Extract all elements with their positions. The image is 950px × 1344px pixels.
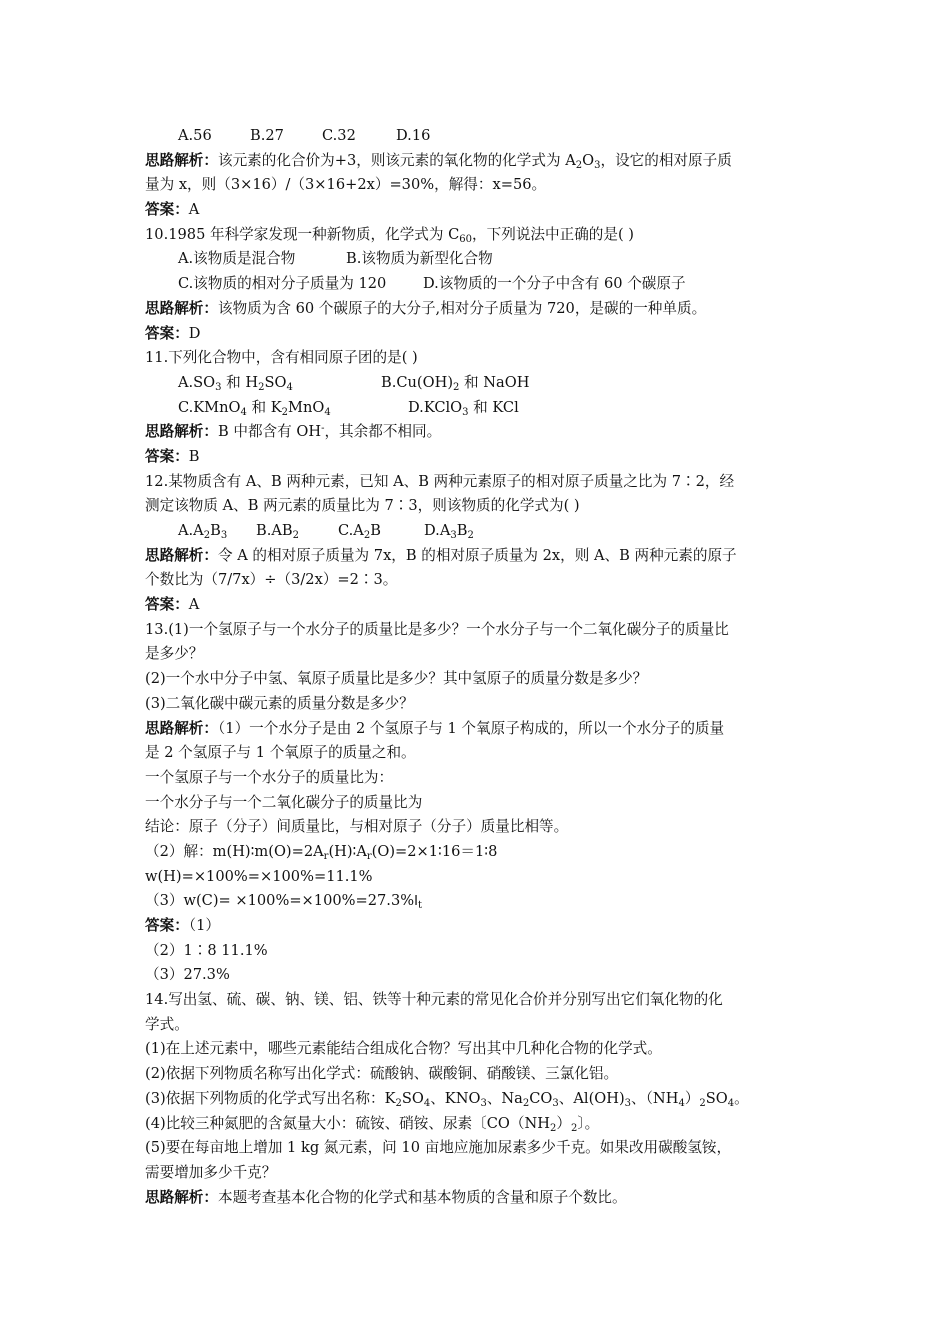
q11-stem: 11.下列化合物中，含有相同原子团的是( ) <box>145 349 418 367</box>
q14-part5-line1: (5)要在每亩地上增加 1 kg 氮元素，问 10 亩地应施加尿素多少千克。如果改用碳酸氢铵， <box>145 1139 732 1157</box>
q10-stem: 10.1985 年科学家发现一种新物质，化学式为 $C_{60}$，下列说法中正确的是( ) <box>145 225 634 245</box>
q13-answer-2: （2）1∶8 11.1% <box>145 941 268 959</box>
q10-answer: 答案：D <box>145 324 201 342</box>
q11-option-a: $A.SO_3$ 和 $H_2SO_4$ <box>178 373 293 393</box>
q13-line3: 一个氢原子与一个水分子的质量比为： <box>145 768 394 786</box>
q11-option-b: $B.Cu(OH)_2$ 和 NaOH <box>381 373 530 393</box>
q10-option-d: D.该物质的一个分子中含有 60 个碳原子 <box>423 275 686 293</box>
q11-options-cd <box>145 396 810 421</box>
q12-analysis-line2: 个数比为（7/7x）÷（3/2x）=2∶3。 <box>145 571 398 589</box>
q13-solution-2: （2）解：$m(H)∶m(O)=2A_r(H)∶A_r(O)=2\times 1∶16=1∶8$ <box>145 842 498 862</box>
q14-part5-line2: 需要增加多少千克？ <box>145 1163 277 1181</box>
q14-part1: (1)在上述元素中，哪些元素能结合组成化合物？写出其中几种化合物的化学式。 <box>145 1040 662 1058</box>
q13-stem-line3: (2)一个水中分子中氢、氧原子质量比是多少？其中氢原子的质量分数是多少？ <box>145 670 648 688</box>
q14-part4: (4)比较三种氮肥的含氮量大小：硫铵、硝铵、尿素〔$CO(NH_2)_2$〕。 <box>145 1114 600 1134</box>
q12-option-a: $A.A_2B_3$ <box>178 522 228 541</box>
q14-part3: (3)依据下列物质的化学式写出名称：$K_2SO_4$、$KNO_3$、$Na_2CO_3$、$Al(OH)_3$、$(NH_4)_2SO_4$。 <box>145 1089 749 1109</box>
q13-solution-3: $(3)w(C)= \times 100\%=\times 100\%=27.3\%I_t$ <box>145 892 422 912</box>
q12-stem-line2: 测定该物质 A、B 两元素的质量比为 7∶3，则该物质的化学式为( ) <box>145 497 580 515</box>
q9-option-a: A.56 <box>178 127 212 144</box>
q11-answer: 答案：B <box>145 447 200 465</box>
q9-answer: 答案：A <box>145 201 200 219</box>
document-page <box>145 124 810 1210</box>
q12-option-b: $B.AB_2$ <box>256 522 300 541</box>
q9-options <box>145 124 810 149</box>
q13-answer-3: （3）27.3% <box>145 966 230 984</box>
q10-option-a: A.该物质是混合物 <box>178 250 296 268</box>
q10-option-c: C.该物质的相对分子质量为 120 <box>178 275 387 293</box>
q14-stem-line1: 14.写出氢、硫、碳、钠、镁、铝、铁等十种元素的常见化合价并分别写出它们氧化物的化 <box>145 991 723 1009</box>
analysis-label: 思路解析： <box>145 151 218 169</box>
q13-stem-line2: 是多少？ <box>145 645 204 663</box>
q13-stem-line1: 13.(1)一个氢原子与一个水分子的质量比是多少？一个水分子与一个二氧化碳分子的质量比 <box>145 620 729 638</box>
q14-stem-line2: 学式。 <box>145 1015 189 1033</box>
q9-option-c: C.32 <box>322 127 356 144</box>
q9-option-d: D.16 <box>396 127 431 144</box>
q12-option-c: $C.A_2B$ <box>338 522 381 541</box>
q12-options <box>145 519 810 544</box>
q12-answer: 答案：A <box>145 596 200 614</box>
q9-analysis-line1: 思路解析：该元素的化合价为+3，则该元素的氧化物的化学式为 $A_2O_3$，设它的相对原子质 <box>145 151 732 171</box>
q14-part2: (2)依据下列物质名称写出化学式：硫酸钠、碳酸铜、硝酸镁、三氯化铝。 <box>145 1065 619 1083</box>
q12-analysis-line1: 思路解析：令 A 的相对原子质量为 7x，B 的相对原子质量为 2x，则 A、B 两种元素的原子 <box>145 546 737 564</box>
q9-analysis-line2: 量为 x，则（3×16）/（3×16+2x）=30%，解得：x=56。 <box>145 176 547 194</box>
q13-analysis-line2: 是 2 个氢原子与 1 个氧原子的质量之和。 <box>145 744 416 762</box>
q12-stem-line1: 12.某物质含有 A、B 两种元素，已知 A、B 两种元素原子的相对原子质量之比为 7∶2，经 <box>145 472 735 490</box>
q10-analysis: 思路解析：该物质为含 60 个碳原子的大分子,相对分子质量为 720，是碳的一种单质。 <box>145 299 707 317</box>
q11-options-ab <box>145 371 810 396</box>
q13-conclusion: 结论：原子（分子）间质量比，与相对原子（分子）质量比相等。 <box>145 818 569 836</box>
q13-solution-wh: w(H)=×100%=×100%=11.1% <box>145 867 373 885</box>
q9-option-b: B.27 <box>250 127 284 144</box>
q11-option-c: C.KMnO$_4$ 和 $K_2MnO_4$ <box>178 398 331 418</box>
q14-analysis: 思路解析：本题考查基本化合物的化学式和基本物质的含量和原子个数比。 <box>145 1188 627 1206</box>
answer-label: 答案： <box>145 201 189 219</box>
q13-analysis-line1: 思路解析：（1）一个水分子是由 2 个氢原子与 1 个氧原子构成的，所以一个水分子的质量 <box>145 719 725 737</box>
q12-option-d: $D.A_3B_2$ <box>424 522 474 541</box>
q13-stem-line4: (3)二氧化碳中碳元素的质量分数是多少？ <box>145 694 414 712</box>
q10-options-ab <box>145 247 810 272</box>
q10-option-b: B.该物质为新型化合物 <box>346 250 493 268</box>
q11-option-d: D.KClO$_3$ 和 KCl <box>408 398 519 418</box>
q10-options-cd <box>145 272 810 297</box>
q11-analysis: 思路解析：B 中都含有 OH-，其余都不相同。 <box>145 423 442 441</box>
q13-line4: 一个水分子与一个二氧化碳分子的质量比为 <box>145 793 423 811</box>
q13-answer: 答案：（1） <box>145 917 220 934</box>
